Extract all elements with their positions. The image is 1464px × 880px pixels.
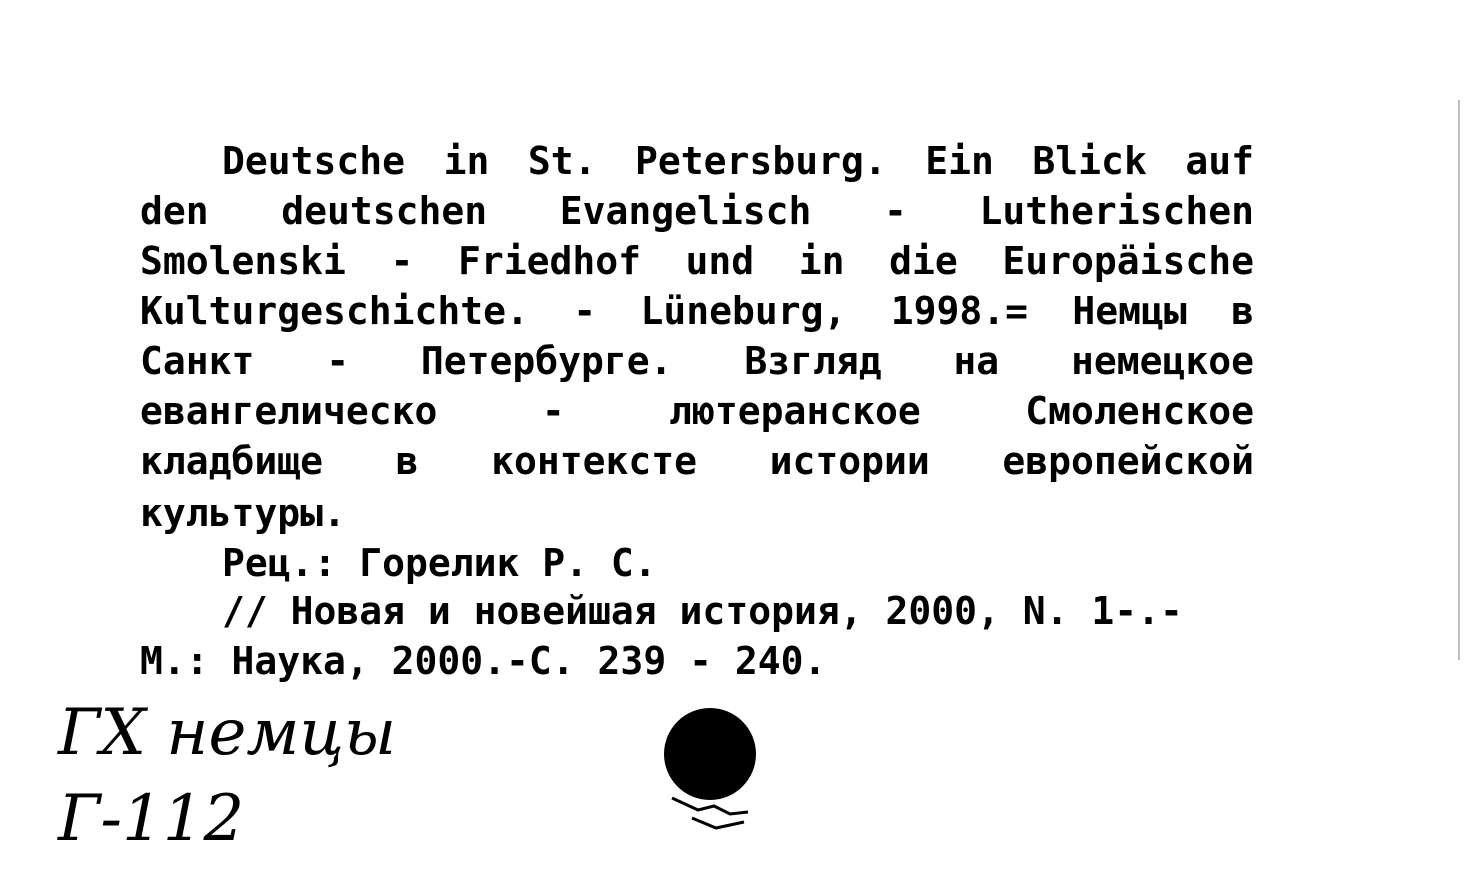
source-line-1: // Новая и новейшая история, 2000, N. 1-.- — [222, 589, 1183, 633]
handwritten-shelf-mark: ГХ немцы — [58, 696, 397, 770]
entry-line-6: евангелическо - лютеранское Смоленское — [140, 389, 1254, 433]
edge-shadow — [1458, 100, 1460, 660]
source-line-2: М.: Наука, 2000.-С. 239 - 240. — [140, 639, 827, 683]
review-line: Рец.: Горелик Р. С. — [222, 541, 657, 585]
entry-line-3: Smolenski - Friedhof und in die Europäische — [140, 239, 1254, 283]
handwritten-call-number: Г-112 — [58, 782, 245, 856]
entry-line-4: Kulturgeschichte. - Lüneburg, 1998.= Немцы в — [140, 289, 1254, 333]
entry-line-1: Deutsche in St. Petersburg. Ein Blick auf — [222, 139, 1254, 183]
card-punch-hole — [664, 708, 756, 800]
entry-line-2: den deutschen Evangelisch - Lutherischen — [140, 189, 1254, 233]
entry-line-5: Санкт - Петербурге. Взгляд на немецкое — [140, 339, 1254, 383]
entry-line-8: культуры. — [140, 491, 346, 535]
entry-line-7: кладбище в контексте истории европейской — [140, 439, 1254, 483]
hole-tear-mark — [668, 792, 758, 836]
